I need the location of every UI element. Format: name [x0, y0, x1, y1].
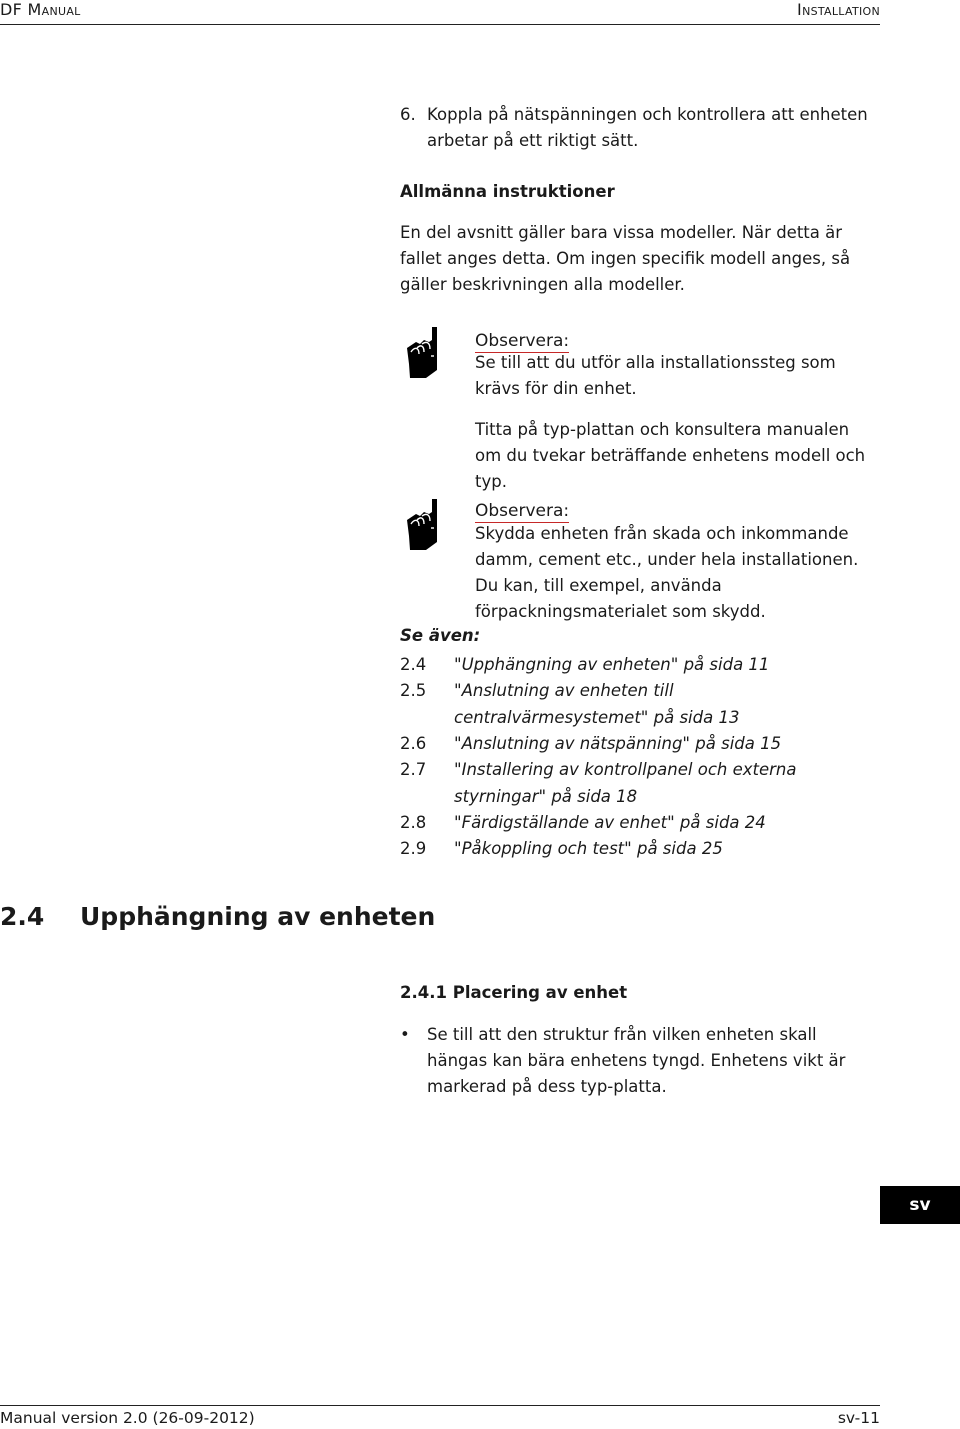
see-also-item[interactable] — [400, 731, 880, 758]
general-text: En del avsnitt gäller bara vissa modeller. När detta är fallet anges detta. Om ingen specifik modell anges, så gäller beskrivningen alla modeller. — [400, 223, 851, 294]
see-also-number: 2.6 — [400, 734, 427, 753]
note-paragraph: Se till att du utför alla installationssteg som krävs för din enhet. — [475, 353, 836, 398]
pointing-hand-icon — [404, 498, 440, 550]
header-left: DF Manual — [0, 0, 81, 19]
subsection-number: 2.4.1 — [400, 983, 447, 1002]
header-right: Installation — [797, 0, 880, 19]
see-also-link[interactable]: "Installering av kontrollpanel och externa styrningar" på sida 18 — [454, 760, 797, 806]
see-also-link[interactable]: "Anslutning av enheten till centralvärmesystemet" på sida 13 — [454, 681, 740, 727]
section-heading — [0, 902, 500, 936]
see-also-link[interactable]: "Upphängning av enheten" på sida 11 — [454, 655, 770, 674]
see-also-number: 2.8 — [400, 813, 427, 832]
see-also-item[interactable] — [400, 810, 880, 837]
bullet-item — [400, 1022, 880, 1100]
note-paragraph: Skydda enheten från skada och inkommande damm, cement etc., under hela installationen. Du kan, till exempel, använda förpackningsmaterialet som skydd. — [475, 524, 859, 621]
pointing-hand-icon — [404, 326, 440, 378]
note-paragraph: Titta på typ-plattan och konsultera manualen om du tvekar beträffande enhetens modell och typ. — [475, 420, 866, 491]
see-also-link[interactable]: "Anslutning av nätspänning" på sida 15 — [454, 734, 782, 753]
bullet-symbol: • — [400, 1025, 410, 1044]
subsection-title: Placering av enhet — [452, 983, 628, 1002]
see-also-item[interactable] — [400, 678, 830, 731]
step-number: 6. — [400, 105, 416, 124]
see-also-link[interactable]: "Påkoppling och test" på sida 25 — [454, 839, 723, 858]
footer-rule — [0, 1405, 880, 1406]
general-heading: Allmänna instruktioner — [400, 182, 615, 201]
note-title: Observera: — [475, 501, 570, 521]
header-rule — [0, 24, 880, 25]
step-text: Koppla på nätspänningen och kontrollera att enheten arbetar på ett riktigt sätt. — [427, 105, 868, 150]
page-number: sv-11 — [837, 1409, 880, 1427]
see-also-item[interactable] — [400, 652, 880, 679]
section-title: Upphängning av enheten — [80, 902, 436, 931]
see-also-link[interactable]: "Färdigställande av enhet" på sida 24 — [454, 813, 766, 832]
see-also-item[interactable] — [400, 757, 860, 810]
bullet-text: Se till att den struktur från vilken enheten skall hängas kan bära enhetens tyngd. Enhetens vikt är markerad på dess typ-platta. — [427, 1025, 846, 1096]
see-also-item[interactable] — [400, 836, 880, 863]
note-title: Observera: — [475, 331, 570, 351]
see-also-title: Se även: — [400, 626, 481, 645]
step-item — [400, 102, 880, 154]
see-also-number: 2.5 — [400, 681, 427, 700]
section-number: 2.4 — [0, 902, 45, 931]
language-tab: sv — [880, 1186, 960, 1224]
see-also-number: 2.9 — [400, 839, 427, 858]
see-also-number: 2.4 — [400, 655, 427, 674]
footer-version: Manual version 2.0 (26-09-2012) — [0, 1409, 255, 1427]
subsection-heading — [400, 983, 627, 1002]
see-also-number: 2.7 — [400, 760, 427, 779]
